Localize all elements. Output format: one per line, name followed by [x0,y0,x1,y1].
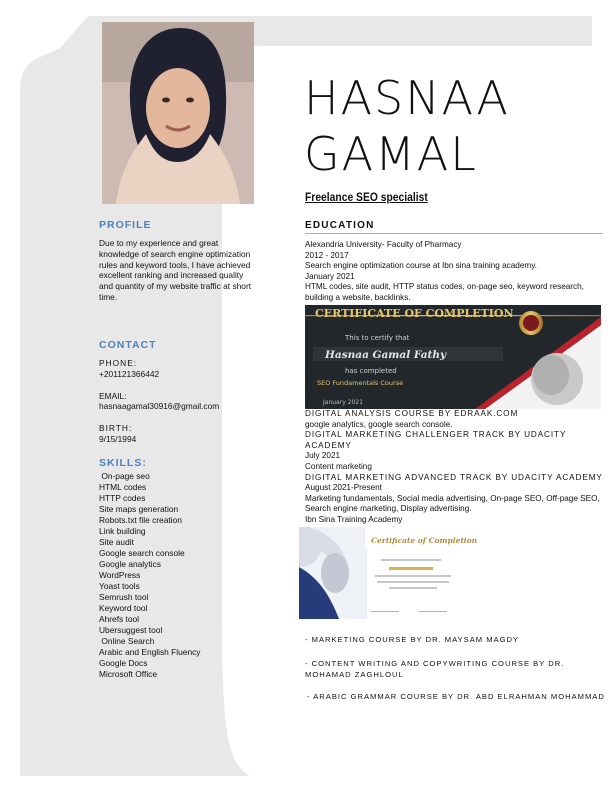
course-content-writing: - CONTENT WRITING AND COPYWRITING COURSE BY DR. MOHAMAD ZAGHLOUL [305,659,565,679]
cert1-line1: This to certify that [345,334,410,342]
cert1-line2: has completed [345,367,397,375]
skills-heading: SKILLS: [99,457,147,469]
education-heading: EDUCATION [305,220,603,234]
challenger-track: DIGITAL MARKETING CHALLENGER TRACK BY UDACITY ACADEMY [305,430,567,450]
skill-item: WordPress [99,570,141,580]
skill-item: Site audit [99,537,134,547]
courses-block [305,409,603,526]
digital-analysis-course: DIGITAL ANALYSIS COURSE BY EDRAAK.COM [305,409,519,418]
cert1-title: CERTIFICATE OF COMPLETION [315,307,514,320]
birth-value: 9/15/1994 [99,433,137,444]
skill-item: HTTP codes [99,493,146,503]
skill-item: On-page seo [99,471,150,481]
contact-heading: CONTACT [99,339,157,351]
challenger-date: July 2021 [305,451,341,461]
skill-item: Site maps generation [99,504,179,514]
skill-item: Arabic and English Fluency [99,647,201,657]
email-label: EMAIL: [99,390,127,401]
birth-label: BIRTH: [99,423,133,434]
cert2-title: Certificate of Completion [371,536,478,545]
university: Alexandria University- Faculty of Pharmacy [305,240,462,249]
advanced-track: DIGITAL MARKETING ADVANCED TRACK BY UDACITY ACADEMY [305,472,603,482]
academy-name: Ibn Sina Training Academy [305,514,403,524]
profile-photo [102,22,254,204]
first-name: HASNAA [304,71,510,125]
contact-block [99,358,259,445]
skill-item: HTML codes [99,482,147,492]
challenger-topics: Content marketing [305,461,372,471]
seo-course-date: January 2021 [305,271,355,281]
phone-value: +201121366442 [99,368,160,379]
skill-item: Semrush tool [99,592,149,602]
skill-item: Ahrefs tool [99,614,140,624]
skill-item: Ubersuggest tool [99,625,163,635]
skill-item: Google search console [99,548,185,558]
skill-item: Google Docs [99,658,148,668]
job-title: Freelance SEO specialist [305,190,428,204]
last-name: GAMAL [304,127,478,181]
education-block [305,240,597,304]
skill-item: Link building [99,526,146,536]
profile-text: Due to my experience and great knowledge of search engine optimization rules and keyword tools, I have achieved excellent ranking and increased quality and quantity of my website traffic at short time. [99,238,252,302]
phone-label: PHONE: [99,358,138,368]
skill-item: Keyword tool [99,603,148,613]
digital-analysis-topics: google analytics, google search console. [305,419,453,429]
university-years: 2012 - 2017 [305,250,349,260]
skill-item: Google analytics [99,559,161,569]
skill-item: Microsoft Office [99,669,158,679]
advanced-date: August 2021-Present [305,483,382,493]
course-marketing: - MARKETING COURSE BY DR. MAYSAM MAGDY [305,635,520,644]
skills-list [99,471,201,680]
certificate-image-writing [299,527,478,619]
skill-item: Online Search [99,636,155,646]
certificate-image-seo [305,305,601,409]
email-value: hasnaagamal30916@gmail.com [99,401,220,412]
seo-course: Search engine optimization course at Ibn sina training academy. [305,261,537,271]
seo-course-topics: HTML codes, site audit, HTTP status codes, on-page seo, keyword research, building a website, backlinks. [305,282,584,302]
full-name [304,70,510,182]
cert1-recipient: Hasnaa Gamal Fathy [325,349,447,361]
course-arabic-grammar: - ARABIC GRAMMAR COURSE BY DR. ABD ELRAHMAN MOHAMMAD [307,692,605,701]
profile-heading: PROFILE [99,219,152,231]
advanced-topics: Marketing fundamentals, Social media advertising, On-page SEO, Off-page SEO, Search engine marketing, Display advertising. [305,493,600,514]
cert1-date: January 2021 [323,399,363,406]
skill-item: Robots.txt file creation [99,515,182,525]
skill-item: Yoast tools [99,581,140,591]
cert1-course: SEO Fundamentals Course [317,379,404,387]
